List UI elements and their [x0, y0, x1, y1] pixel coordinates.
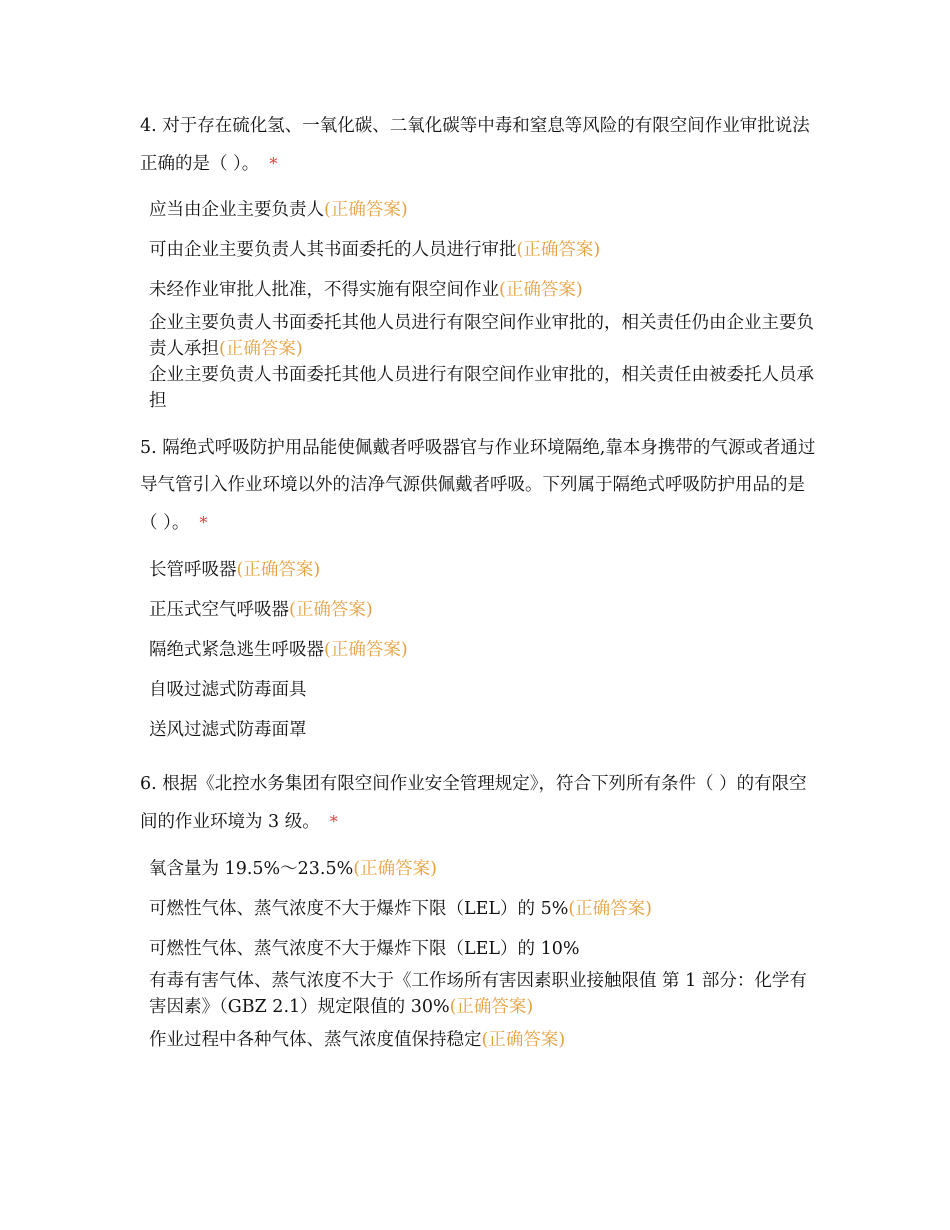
question-text: 4. 对于存在硫化氢、一氧化碳、二氧化碳等中毒和窒息等风险的有限空间作业审批说法正确的是（ ）。: [140, 116, 810, 174]
option-text: 长管呼吸器: [149, 560, 237, 580]
correct-answer-tag: (正确答案): [449, 997, 534, 1017]
correct-answer-tag: (正确答案): [324, 640, 408, 660]
option-item[interactable]: [149, 677, 814, 703]
option-item[interactable]: [149, 637, 814, 663]
option-item[interactable]: [149, 896, 814, 922]
option-text: 氧含量为 19.5%～23.5%: [149, 859, 354, 879]
option-item[interactable]: [149, 717, 814, 743]
option-text: 应当由企业主要负责人: [149, 200, 324, 220]
option-item[interactable]: [149, 237, 814, 263]
correct-answer-tag: (正确答案): [324, 200, 408, 220]
option-item[interactable]: [149, 856, 814, 882]
option-text: 可燃性气体、蒸气浓度不大于爆炸下限（LEL）的 10%: [149, 939, 580, 959]
option-text: 未经作业审批人批准，不得实施有限空间作业: [149, 280, 499, 300]
option-item[interactable]: [149, 362, 814, 414]
correct-answer-tag: (正确答案): [289, 600, 373, 620]
option-text: 可由企业主要负责人其书面委托的人员进行审批: [149, 240, 517, 260]
option-item[interactable]: [149, 197, 814, 223]
question-4: [140, 108, 820, 183]
option-text: 有毒有害气体、蒸气浓度不大于《工作场所有害因素职业接触限值 第 1 部分：化学有害因素》（GBZ 2.1）规定限值的 30%: [149, 971, 807, 1017]
question-title: [140, 108, 820, 183]
option-text: 隔绝式紧急逃生呼吸器: [149, 640, 324, 660]
required-asterisk: *: [329, 812, 338, 831]
option-item[interactable]: [149, 597, 814, 623]
question-5: [140, 430, 820, 542]
required-asterisk: *: [269, 154, 278, 173]
question-title: [140, 430, 820, 542]
required-asterisk: *: [199, 513, 208, 532]
option-text: 企业主要负责人书面委托其他人员进行有限空间作业审批的，相关责任由被委托人员承担: [149, 365, 814, 411]
option-item[interactable]: [149, 310, 814, 362]
option-text: 正压式空气呼吸器: [149, 600, 289, 620]
option-item[interactable]: [149, 968, 814, 1020]
option-item[interactable]: [149, 277, 814, 303]
option-text: 企业主要负责人书面委托其他人员进行有限空间作业审批的，相关责任仍由企业主要负责人承担: [149, 313, 814, 359]
option-text: 自吸过滤式防毒面具: [149, 680, 307, 700]
option-text: 送风过滤式防毒面罩: [149, 720, 307, 740]
option-text: 可燃性气体、蒸气浓度不大于爆炸下限（LEL）的 5%: [149, 899, 569, 919]
question-6: [140, 766, 820, 841]
correct-answer-tag: (正确答案): [236, 560, 321, 580]
correct-answer-tag: (正确答案): [568, 899, 652, 919]
question-title: [140, 766, 820, 841]
correct-answer-tag: (正确答案): [353, 859, 437, 879]
question-text: 5. 隔绝式呼吸防护用品能使佩戴者呼吸器官与作业环境隔绝,靠本身携带的气源或者通过导气管引入作业环境以外的洁净气源供佩戴者呼吸。下列属于隔绝式呼吸防护用品的是（ ）。: [140, 438, 816, 533]
option-text: 作业过程中各种气体、蒸气浓度值保持稳定: [149, 1030, 482, 1050]
correct-answer-tag: (正确答案): [219, 339, 303, 359]
option-item[interactable]: [149, 557, 814, 583]
correct-answer-tag: (正确答案): [481, 1030, 566, 1050]
correct-answer-tag: (正确答案): [499, 280, 583, 300]
question-text: 6. 根据《北控水务集团有限空间作业安全管理规定》，符合下列所有条件（ ）的有限空间的作业环境为 3 级。: [140, 774, 807, 832]
option-item[interactable]: [149, 936, 814, 962]
option-item[interactable]: [149, 1027, 814, 1053]
correct-answer-tag: (正确答案): [516, 240, 601, 260]
